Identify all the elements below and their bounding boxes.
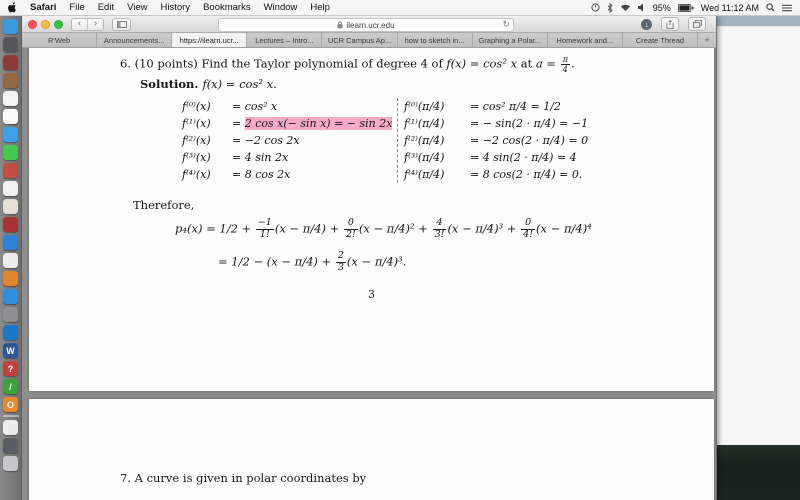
derivative-row xyxy=(404,98,588,115)
math-text: p₄(x) = 1/2 + xyxy=(175,221,255,236)
dock-icon-ibooks[interactable] xyxy=(3,271,18,286)
safari-window xyxy=(22,16,717,500)
derivative-lhs: f⁽¹⁾(π/4) xyxy=(404,117,445,130)
math-text: f(x) = cos² x. xyxy=(202,77,277,91)
battery-percentage: 95% xyxy=(652,2,671,13)
share-button[interactable] xyxy=(661,17,679,31)
menu-status-area xyxy=(591,3,792,13)
math-text: at xyxy=(517,56,536,71)
dock-icon-photos[interactable] xyxy=(3,181,18,196)
desktop-wallpaper-dark-corner xyxy=(716,445,800,500)
battery-icon[interactable] xyxy=(678,4,694,12)
dock-icon-word[interactable]: W xyxy=(3,343,18,358)
menu-item-bookmarks[interactable]: Bookmarks xyxy=(203,2,251,13)
address-bar[interactable] xyxy=(218,18,514,32)
dock-icon-photo-booth[interactable] xyxy=(3,55,18,70)
tab-0[interactable]: R'Web xyxy=(22,33,97,47)
derivative-row xyxy=(404,132,588,149)
expression: −2 cos(2 · π/4) = 0 xyxy=(482,134,589,147)
dock-icon-package-app[interactable] xyxy=(3,73,18,88)
derivative-lhs: f⁽⁰⁾(x) xyxy=(182,100,211,113)
dock-icon-pen-app[interactable]: / xyxy=(3,379,18,394)
math-text: 6. (10 points) Find the Taylor polynomial of degree 4 of xyxy=(120,56,447,71)
derivative-rhs: = 4 sin 2x xyxy=(232,151,289,164)
back-button[interactable]: ‹ xyxy=(72,19,87,30)
derivative-lhs: f⁽¹⁾(x) xyxy=(182,117,211,130)
menu-clock[interactable]: Wed 11:12 AM xyxy=(700,2,759,13)
derivative-lhs: f⁽⁴⁾(x) xyxy=(182,168,211,181)
volume-icon[interactable] xyxy=(638,3,646,12)
dock-icon-documents-stack[interactable] xyxy=(3,420,18,435)
derivative-row xyxy=(404,166,588,183)
taylor-polynomial-line-1 xyxy=(175,218,592,241)
expression: −2 cos 2x xyxy=(244,134,300,147)
menu-item-help[interactable]: Help xyxy=(310,2,330,13)
derivative-lhs: f⁽⁴⁾(π/4) xyxy=(404,168,445,181)
dock-icon-divider xyxy=(3,415,19,417)
dock-icon-safari[interactable] xyxy=(3,127,18,142)
therefore-text: Therefore, xyxy=(133,198,195,212)
math-text: 7. A curve is given in polar coordinates by xyxy=(120,471,367,485)
dock-icon-help[interactable]: ? xyxy=(3,361,18,376)
url-text: ilearn.ucr.edu xyxy=(346,20,395,30)
derivative-rhs: = cos² π/4 = 1/2 xyxy=(470,100,561,113)
show-all-tabs-button[interactable] xyxy=(688,17,706,31)
tab-1[interactable]: Announcements... xyxy=(97,33,172,47)
expression: 4 sin(2 · π/4) = 4 xyxy=(482,151,577,164)
menu-left xyxy=(8,2,330,13)
minimize-window-button[interactable] xyxy=(41,20,50,29)
zoom-window-button[interactable] xyxy=(54,20,63,29)
dock-icon-kindle[interactable] xyxy=(3,325,18,340)
tab-8[interactable]: Create Thread xyxy=(623,33,698,47)
expression: 4 sin 2x xyxy=(244,151,289,164)
dock xyxy=(0,16,22,500)
math-text: a = xyxy=(535,56,560,71)
desktop-background xyxy=(716,16,800,500)
fraction: $\frac{\pi}{4}$ xyxy=(562,55,568,75)
desktop-wallpaper-sky xyxy=(716,16,800,26)
fraction: $\frac{0}{2!}$ xyxy=(345,217,356,240)
derivative-rhs: = − sin(2 · π/4) = −1 xyxy=(470,117,589,130)
menu-item-file[interactable]: File xyxy=(69,2,85,13)
math-text: (x − π/4)² + xyxy=(358,221,432,236)
math-text: = 1/2 − (x − π/4) + xyxy=(218,254,335,269)
derivative-row xyxy=(182,115,397,132)
expression: 8 cos 2x xyxy=(244,168,291,181)
sidebar-button[interactable] xyxy=(112,18,131,31)
page-number: 3 xyxy=(368,288,375,301)
dock-icon-office[interactable]: O xyxy=(3,397,18,412)
lock-icon xyxy=(337,21,343,29)
dock-icon-preview[interactable] xyxy=(3,199,18,214)
nav-buttons xyxy=(71,18,104,31)
expression: cos² π/4 = 1/2 xyxy=(482,100,561,113)
refresh-icon[interactable]: ↻ xyxy=(502,19,510,29)
bluetooth-icon[interactable] xyxy=(607,3,613,13)
browser-toolbar xyxy=(22,16,716,33)
derivative-lhs: f⁽³⁾(x) xyxy=(182,151,211,164)
time-machine-icon[interactable] xyxy=(591,3,600,12)
new-tab-button[interactable]: + xyxy=(698,33,716,47)
pdf-viewer xyxy=(22,48,716,500)
math-text: . xyxy=(570,56,575,71)
derivative-rhs: = −2 cos(2 · π/4) = 0 xyxy=(470,134,589,147)
derivative-rhs: = 4 sin(2 · π/4) = 4 xyxy=(470,151,577,164)
dock-icon-messages[interactable] xyxy=(3,145,18,160)
derivative-rhs: = cos² x xyxy=(232,100,278,113)
dock-icon-keynote[interactable] xyxy=(3,235,18,250)
expression: 8 cos(2 · π/4) = 0. xyxy=(482,168,583,181)
tab-2[interactable]: https://ilearn.ucr... xyxy=(172,33,247,47)
derivative-lhs: f⁽⁰⁾(π/4) xyxy=(404,100,445,113)
dock-icon-contacts[interactable] xyxy=(3,163,18,178)
dock-icon-trash[interactable] xyxy=(3,456,18,471)
dock-icon-system-preferences[interactable] xyxy=(3,307,18,322)
dock-icon-finder[interactable] xyxy=(3,19,18,34)
menu-item-window[interactable]: Window xyxy=(263,2,298,13)
fraction: $\frac{-1}{1!}$ xyxy=(257,217,272,240)
close-window-button[interactable] xyxy=(28,20,37,29)
pdf-page-3 xyxy=(29,48,714,391)
menu-item-edit[interactable]: Edit xyxy=(97,2,115,13)
taylor-polynomial-line-2 xyxy=(218,251,406,274)
derivative-rhs: = −2 cos 2x xyxy=(232,134,300,147)
apple-menu-icon[interactable] xyxy=(8,2,17,13)
derivative-row xyxy=(182,149,397,166)
derivative-row xyxy=(182,166,397,183)
forward-button[interactable]: › xyxy=(87,19,103,30)
math-text: (x − π/4)³ + xyxy=(447,221,521,236)
tab-3[interactable]: Lectures – Intro... xyxy=(247,33,322,47)
math-text: (x − π/4)³. xyxy=(346,254,407,269)
derivative-rhs: = 8 cos 2x xyxy=(232,168,291,181)
menu-item-view[interactable]: View xyxy=(127,2,148,13)
derivative-lhs: f⁽³⁾(π/4) xyxy=(404,151,445,164)
derivative-lhs: f⁽²⁾(π/4) xyxy=(404,134,445,147)
window-controls xyxy=(28,20,63,29)
solution-line xyxy=(140,77,277,91)
derivative-rhs: = 2 cos x(− sin x) = − sin 2x xyxy=(232,117,393,130)
spotlight-search-icon[interactable] xyxy=(766,3,775,12)
derivative-row xyxy=(182,98,397,115)
fraction: $\frac{2}{3}$ xyxy=(337,250,344,273)
derivative-column-x xyxy=(182,98,397,183)
derivative-row xyxy=(182,132,397,149)
math-text: Solution. xyxy=(140,77,203,91)
dock-icon-app-store[interactable] xyxy=(3,289,18,304)
derivative-table xyxy=(182,98,588,183)
derivative-column-pi4 xyxy=(397,98,588,183)
derivative-row xyxy=(404,115,588,132)
dock-icon-ibooks-author[interactable] xyxy=(3,217,18,232)
tab-6[interactable]: Graphing a Polar... xyxy=(473,33,548,47)
expression: − sin(2 · π/4) = −1 xyxy=(482,117,589,130)
tab-bar xyxy=(22,33,716,48)
menu-item-history[interactable]: History xyxy=(160,2,191,13)
dock-icon-itunes[interactable] xyxy=(3,253,18,268)
fraction: $\frac{0}{4!}$ xyxy=(523,217,534,240)
tab-5[interactable]: how to sketch in... xyxy=(398,33,473,47)
dock-icon-textedit[interactable] xyxy=(3,109,18,124)
expression: cos² x xyxy=(244,100,278,113)
highlighted-expression: 2 cos x(− sin x) = − sin 2x xyxy=(244,117,393,130)
problem-6-statement xyxy=(120,55,575,74)
menu-item-safari[interactable]: Safari xyxy=(30,2,57,13)
derivative-lhs: f⁽²⁾(x) xyxy=(182,134,211,147)
math-text: f(x) = cos² x xyxy=(446,56,518,71)
dock-icon-downloads[interactable] xyxy=(3,438,18,453)
toolbar-right-buttons xyxy=(641,17,710,31)
dock-icon-launchpad[interactable] xyxy=(3,37,18,52)
derivative-rhs: = 8 cos(2 · π/4) = 0. xyxy=(470,168,583,181)
tab-7[interactable]: Homework and... xyxy=(548,33,623,47)
tab-4[interactable]: UCR Campus Ap... xyxy=(322,33,397,47)
fraction: $\frac{4}{3!}$ xyxy=(434,217,445,240)
derivative-row xyxy=(404,149,588,166)
pdf-page-4 xyxy=(29,399,714,500)
problem-7-statement xyxy=(120,471,366,485)
wifi-icon[interactable] xyxy=(620,3,631,12)
math-text: (x − π/4) + xyxy=(274,221,343,236)
notification-center-icon[interactable] xyxy=(782,4,792,12)
downloads-button[interactable]: ↓ xyxy=(641,19,652,30)
math-text: (x − π/4)⁴ xyxy=(536,221,592,236)
dock-icon-calendar[interactable] xyxy=(3,91,18,106)
background-window[interactable] xyxy=(716,26,800,445)
menu-bar xyxy=(0,0,800,16)
